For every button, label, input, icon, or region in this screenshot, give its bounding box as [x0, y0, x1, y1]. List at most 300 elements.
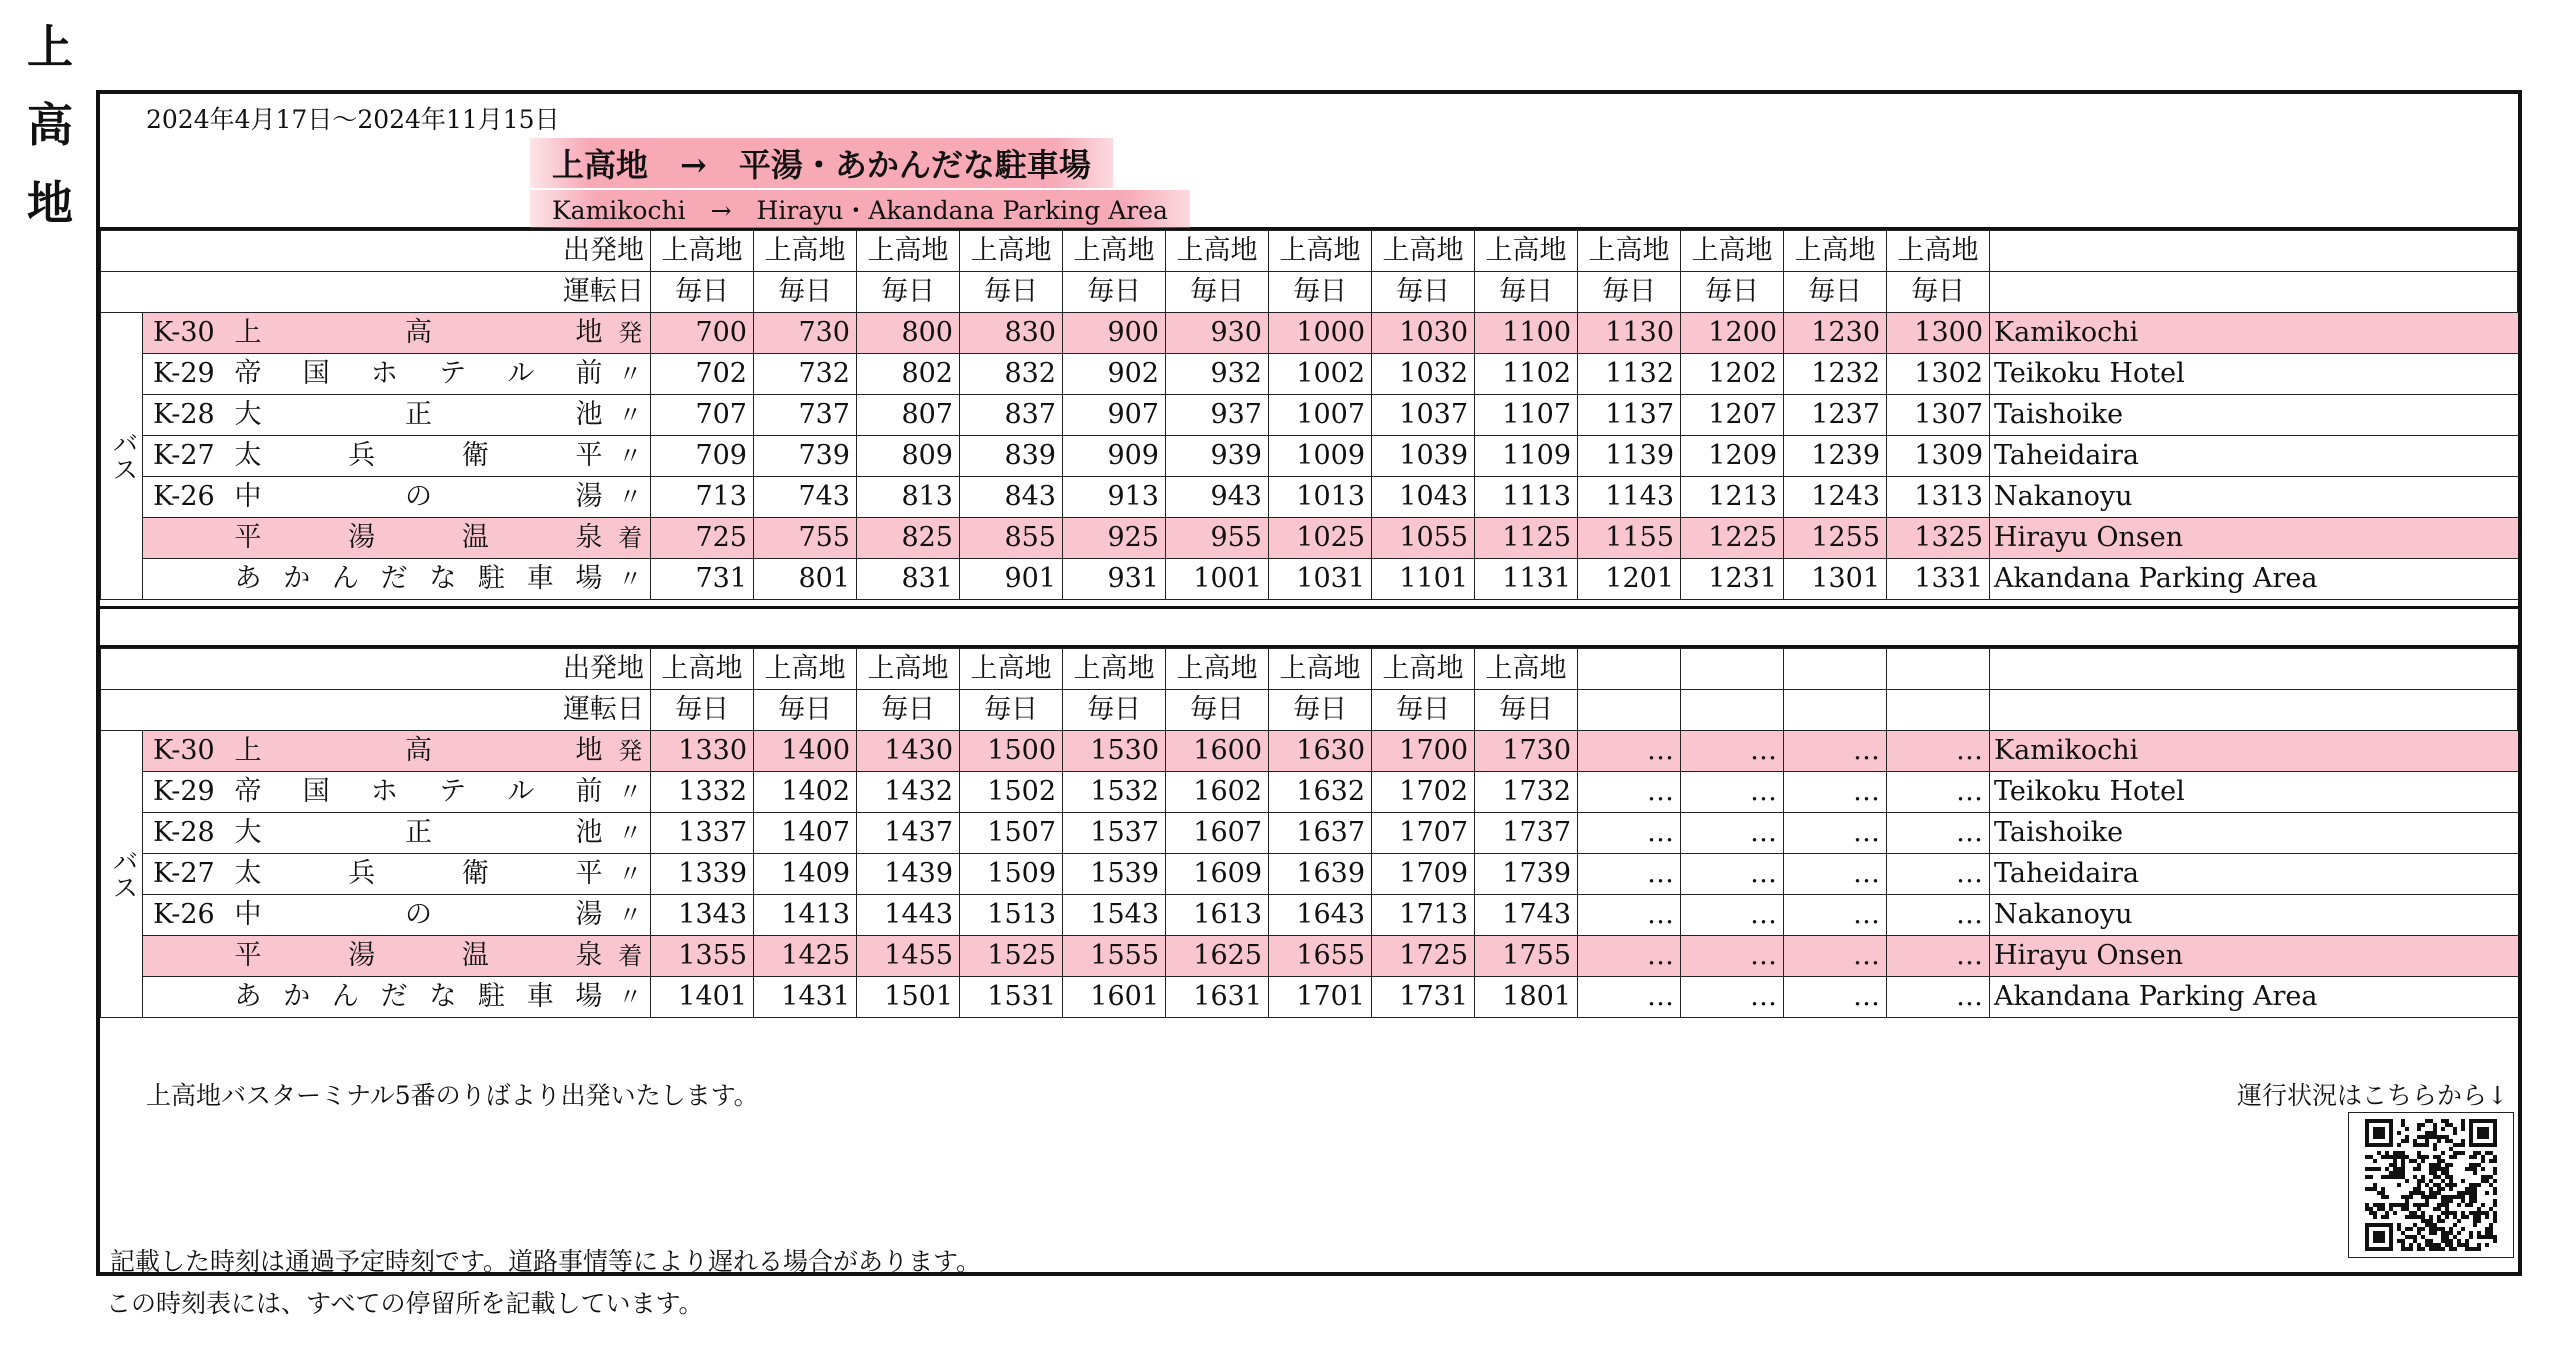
time-cell: 1737: [1475, 813, 1578, 854]
stop-name-char: ん: [331, 981, 359, 1012]
stop-name-char: 太: [234, 440, 262, 471]
time-cell: 700: [651, 313, 754, 354]
stop-name-char: な: [429, 981, 457, 1012]
stop-name-char: だ: [380, 981, 408, 1012]
stop-name-en: Kamikochi: [1990, 313, 2518, 354]
stop-row: [101, 731, 2518, 772]
departure-label: 出発地: [101, 649, 651, 690]
time-cell: 1325: [1887, 518, 1990, 559]
time-cell: 843: [960, 477, 1063, 518]
time-cell: 1143: [1578, 477, 1681, 518]
time-cell: …: [1784, 895, 1887, 936]
operating-days-cell: 毎日: [1372, 272, 1475, 313]
time-cell: 1537: [1063, 813, 1166, 854]
stop-name-char: な: [429, 563, 457, 594]
stop-name: [231, 936, 611, 977]
stop-name-char: 駐: [478, 563, 506, 594]
time-cell: …: [1681, 854, 1784, 895]
stop-name-char: ん: [331, 563, 359, 594]
time-cell: 1509: [960, 854, 1063, 895]
time-cell: 1425: [754, 936, 857, 977]
time-cell: 1130: [1578, 313, 1681, 354]
time-cell: 901: [960, 559, 1063, 600]
time-cell: 1755: [1475, 936, 1578, 977]
arrive-depart-mark: 着: [611, 518, 651, 559]
time-cell: …: [1887, 854, 1990, 895]
stop-name-en: Taishoike: [1990, 813, 2518, 854]
time-cell: 1013: [1269, 477, 1372, 518]
departure-cell: [1681, 649, 1784, 690]
stop-name-char: 車: [526, 981, 554, 1012]
time-cell: 1507: [960, 813, 1063, 854]
departure-cell: 上高地: [754, 649, 857, 690]
operating-days-cell: 毎日: [960, 690, 1063, 731]
time-cell: 1709: [1372, 854, 1475, 895]
time-cell: 837: [960, 395, 1063, 436]
time-cell: …: [1887, 936, 1990, 977]
stop-name-char: 地: [575, 317, 603, 348]
departure-cell: 上高地: [1887, 231, 1990, 272]
stop-name-en: Teikoku Hotel: [1990, 772, 2518, 813]
time-cell: 1209: [1681, 436, 1784, 477]
time-cell: 1739: [1475, 854, 1578, 895]
time-cell: 943: [1166, 477, 1269, 518]
stop-name-char: ホ: [370, 776, 398, 807]
time-cell: 802: [857, 354, 960, 395]
stop-name-char: 車: [526, 563, 554, 594]
time-cell: 707: [651, 395, 754, 436]
time-cell: 825: [857, 518, 960, 559]
time-cell: 1155: [1578, 518, 1681, 559]
stop-code: K-30: [143, 313, 231, 354]
departure-cell: 上高地: [1681, 231, 1784, 272]
departure-cell: 上高地: [754, 231, 857, 272]
stop-name-char: 湯: [575, 481, 603, 512]
arrive-depart-mark: 〃: [611, 559, 651, 600]
timetable-afternoon: [100, 648, 2518, 1018]
time-cell: 925: [1063, 518, 1166, 559]
stop-name-char: 太: [234, 858, 262, 889]
time-cell: …: [1887, 977, 1990, 1018]
operating-days-cell: 毎日: [857, 272, 960, 313]
time-cell: 1300: [1887, 313, 1990, 354]
departure-cell: 上高地: [651, 231, 754, 272]
stop-name-char: ホ: [370, 358, 398, 389]
date-range: 2024年4月17日～2024年11月15日: [146, 105, 560, 134]
time-cell: 1702: [1372, 772, 1475, 813]
stop-code: K-29: [143, 354, 231, 395]
departure-cell: 上高地: [1475, 231, 1578, 272]
stop-name-char: テ: [439, 776, 467, 807]
time-cell: 1213: [1681, 477, 1784, 518]
time-cell: 1731: [1372, 977, 1475, 1018]
operating-days-cell: 毎日: [1784, 272, 1887, 313]
stop-name: [231, 395, 611, 436]
time-cell: …: [1887, 813, 1990, 854]
operating-days-cell: 毎日: [1578, 272, 1681, 313]
stop-name-char: 平: [234, 522, 262, 553]
stop-name: [231, 895, 611, 936]
time-cell: 1002: [1269, 354, 1372, 395]
mode-label: バス: [101, 313, 143, 600]
operating-days-cell: 毎日: [1475, 690, 1578, 731]
time-cell: 1630: [1269, 731, 1372, 772]
stop-name-char: ル: [507, 358, 535, 389]
stop-code: K-29: [143, 772, 231, 813]
time-cell: 1530: [1063, 731, 1166, 772]
departure-row: [101, 649, 2518, 690]
time-cell: 1430: [857, 731, 960, 772]
time-cell: 1100: [1475, 313, 1578, 354]
time-cell: 839: [960, 436, 1063, 477]
departure-cell: 上高地: [1269, 649, 1372, 690]
operating-days-cell: 毎日: [754, 690, 857, 731]
arrive-depart-mark: 発: [611, 731, 651, 772]
stop-row: [101, 772, 2518, 813]
stop-name-char: 湯: [348, 522, 376, 553]
time-cell: 1637: [1269, 813, 1372, 854]
stop-code: K-26: [143, 895, 231, 936]
time-cell: 1701: [1269, 977, 1372, 1018]
departure-label: 出発地: [101, 231, 651, 272]
time-cell: 709: [651, 436, 754, 477]
operating-days-cell: 毎日: [960, 272, 1063, 313]
stop-name-en: Taheidaira: [1990, 854, 2518, 895]
time-cell: 1502: [960, 772, 1063, 813]
time-cell: 1500: [960, 731, 1063, 772]
operating-days-label: 運転日: [101, 272, 651, 313]
departure-cell: 上高地: [960, 649, 1063, 690]
stop-name-en: Akandana Parking Area: [1990, 977, 2518, 1018]
departure-cell: 上高地: [651, 649, 754, 690]
time-cell: …: [1578, 813, 1681, 854]
time-cell: 1613: [1166, 895, 1269, 936]
time-cell: 1439: [857, 854, 960, 895]
time-cell: 1307: [1887, 395, 1990, 436]
time-cell: 1501: [857, 977, 960, 1018]
stop-name-char: 湯: [348, 940, 376, 971]
side-title-char: 上: [27, 20, 73, 74]
time-cell: 907: [1063, 395, 1166, 436]
time-cell: 1231: [1681, 559, 1784, 600]
time-cell: …: [1681, 895, 1784, 936]
time-cell: 1025: [1269, 518, 1372, 559]
stop-name-en: Hirayu Onsen: [1990, 518, 2518, 559]
time-cell: 1532: [1063, 772, 1166, 813]
time-cell: 1139: [1578, 436, 1681, 477]
timetable-frame: [96, 90, 2522, 1276]
time-cell: 1413: [754, 895, 857, 936]
stop-code: K-28: [143, 813, 231, 854]
time-cell: 1137: [1578, 395, 1681, 436]
time-cell: …: [1681, 772, 1784, 813]
stop-name-char: 温: [461, 522, 489, 553]
time-cell: …: [1784, 936, 1887, 977]
time-cell: 1600: [1166, 731, 1269, 772]
time-cell: 743: [754, 477, 857, 518]
time-cell: 1009: [1269, 436, 1372, 477]
time-cell: 1401: [651, 977, 754, 1018]
stop-name-char: か: [283, 563, 311, 594]
operating-days-cell: 毎日: [1372, 690, 1475, 731]
departure-cell: 上高地: [1166, 231, 1269, 272]
stop-row: [101, 313, 2518, 354]
stop-row: [101, 559, 2518, 600]
operating-days-cell: 毎日: [1681, 272, 1784, 313]
time-cell: 1732: [1475, 772, 1578, 813]
status-link[interactable]: 運行状況はこちらから↓: [2237, 1081, 2508, 1110]
time-cell: …: [1784, 731, 1887, 772]
departure-cell: [1887, 649, 1990, 690]
time-cell: 1202: [1681, 354, 1784, 395]
stop-name-char: 上: [234, 317, 262, 348]
time-cell: 1107: [1475, 395, 1578, 436]
stop-name: [231, 313, 611, 354]
time-cell: 737: [754, 395, 857, 436]
stop-name-char: 泉: [575, 940, 603, 971]
stop-name-char: の: [405, 899, 432, 930]
stop-name-char: 平: [575, 440, 603, 471]
time-cell: 1700: [1372, 731, 1475, 772]
time-cell: 1725: [1372, 936, 1475, 977]
stop-name-char: 高: [405, 317, 432, 348]
stop-name-en: Nakanoyu: [1990, 477, 2518, 518]
time-cell: 1531: [960, 977, 1063, 1018]
time-cell: 1331: [1887, 559, 1990, 600]
terminal-note: 上高地バスターミナル5番のりばより出発いたします。: [146, 1081, 759, 1110]
departure-cell: 上高地: [960, 231, 1063, 272]
stop-name-char: 兵: [348, 440, 376, 471]
time-cell: 831: [857, 559, 960, 600]
arrive-depart-mark: 〃: [611, 977, 651, 1018]
stop-row: [101, 813, 2518, 854]
departure-cell: 上高地: [1166, 649, 1269, 690]
time-cell: …: [1578, 977, 1681, 1018]
all-stops-note: この時刻表には、すべての停留所を記載しています。: [106, 1289, 704, 1318]
time-cell: 1643: [1269, 895, 1372, 936]
arrive-depart-mark: 〃: [611, 477, 651, 518]
time-cell: 909: [1063, 436, 1166, 477]
timetable-morning: [100, 230, 2518, 600]
departure-cell: 上高地: [1784, 231, 1887, 272]
time-cell: 939: [1166, 436, 1269, 477]
stop-name: [231, 354, 611, 395]
time-cell: 900: [1063, 313, 1166, 354]
operating-days-cell: [1578, 690, 1681, 731]
time-cell: 1301: [1784, 559, 1887, 600]
delay-note: 記載した時刻は通過予定時刻です。道路事情等により遅れる場合があります。: [110, 1247, 982, 1276]
stop-name: [231, 436, 611, 477]
time-cell: 725: [651, 518, 754, 559]
time-cell: 1302: [1887, 354, 1990, 395]
stop-name-char: 平: [234, 940, 262, 971]
stop-name-char: あ: [234, 981, 262, 1012]
arrive-depart-mark: 〃: [611, 854, 651, 895]
stop-name-char: 上: [234, 735, 262, 766]
stop-code: [143, 936, 231, 977]
time-cell: …: [1784, 977, 1887, 1018]
time-cell: 913: [1063, 477, 1166, 518]
route-title-jp: 上高地 → 平湯・あかんだな駐車場: [530, 138, 1113, 188]
time-cell: 1309: [1887, 436, 1990, 477]
time-cell: 1525: [960, 936, 1063, 977]
stop-name-char: 前: [575, 776, 603, 807]
time-cell: 1113: [1475, 477, 1578, 518]
operating-days-cell: [1681, 690, 1784, 731]
operating-days-cell: 毎日: [1063, 690, 1166, 731]
time-cell: 809: [857, 436, 960, 477]
time-cell: 731: [651, 559, 754, 600]
time-cell: 1455: [857, 936, 960, 977]
stop-name-char: 正: [405, 399, 432, 430]
operating-days-cell: 毎日: [651, 690, 754, 731]
time-cell: …: [1578, 936, 1681, 977]
stop-name-en: Taheidaira: [1990, 436, 2518, 477]
time-cell: 1625: [1166, 936, 1269, 977]
time-cell: 930: [1166, 313, 1269, 354]
stop-name-char: 大: [234, 399, 262, 430]
time-cell: 1655: [1269, 936, 1372, 977]
time-cell: 732: [754, 354, 857, 395]
time-cell: 1432: [857, 772, 960, 813]
stop-name-en: Teikoku Hotel: [1990, 354, 2518, 395]
time-cell: 1037: [1372, 395, 1475, 436]
stop-name-en: Akandana Parking Area: [1990, 559, 2518, 600]
time-cell: 955: [1166, 518, 1269, 559]
stop-name-en: Kamikochi: [1990, 731, 2518, 772]
operating-days-cell: 毎日: [1269, 690, 1372, 731]
departure-cell: 上高地: [1063, 649, 1166, 690]
time-cell: 1431: [754, 977, 857, 1018]
time-cell: 1132: [1578, 354, 1681, 395]
stop-row: [101, 395, 2518, 436]
stop-name-char: 中: [234, 481, 262, 512]
stop-name-char: 泉: [575, 522, 603, 553]
stop-code: [143, 518, 231, 559]
side-title: [22, 8, 78, 242]
time-cell: 1255: [1784, 518, 1887, 559]
time-cell: 1200: [1681, 313, 1784, 354]
time-cell: 1443: [857, 895, 960, 936]
stop-name-char: 高: [405, 735, 432, 766]
time-cell: 1555: [1063, 936, 1166, 977]
time-cell: 1337: [651, 813, 754, 854]
time-cell: 1639: [1269, 854, 1372, 895]
time-cell: 1030: [1372, 313, 1475, 354]
departure-cell: [1578, 649, 1681, 690]
departure-cell: 上高地: [1372, 231, 1475, 272]
time-cell: 1407: [754, 813, 857, 854]
arrive-depart-mark: 発: [611, 313, 651, 354]
time-cell: 1730: [1475, 731, 1578, 772]
time-cell: 832: [960, 354, 1063, 395]
time-cell: …: [1887, 772, 1990, 813]
route-title-en: Kamikochi → Hirayu・Akandana Parking Area: [530, 190, 1190, 228]
stop-name-char: 平: [575, 858, 603, 889]
time-cell: 1437: [857, 813, 960, 854]
stop-name: [231, 477, 611, 518]
stop-code: K-27: [143, 436, 231, 477]
stop-row: [101, 354, 2518, 395]
stop-code: K-30: [143, 731, 231, 772]
stop-name-char: 国: [302, 776, 330, 807]
time-cell: 807: [857, 395, 960, 436]
departure-cell: 上高地: [857, 649, 960, 690]
stop-name-char: 池: [575, 399, 603, 430]
time-cell: 1043: [1372, 477, 1475, 518]
operating-days-cell: 毎日: [1063, 272, 1166, 313]
stop-name: [231, 813, 611, 854]
time-cell: 1239: [1784, 436, 1887, 477]
qr-code-icon[interactable]: [2348, 1112, 2514, 1258]
time-cell: 730: [754, 313, 857, 354]
time-cell: 1801: [1475, 977, 1578, 1018]
stop-code: K-28: [143, 395, 231, 436]
time-cell: 1343: [651, 895, 754, 936]
stop-name: [231, 518, 611, 559]
stop-name-en: Nakanoyu: [1990, 895, 2518, 936]
time-cell: …: [1681, 977, 1784, 1018]
stop-name-char: あ: [234, 563, 262, 594]
time-cell: 1102: [1475, 354, 1578, 395]
stop-name-char: 場: [575, 981, 603, 1012]
stop-name: [231, 559, 611, 600]
time-cell: 1007: [1269, 395, 1372, 436]
time-cell: 830: [960, 313, 1063, 354]
stop-name: [231, 731, 611, 772]
time-cell: 1743: [1475, 895, 1578, 936]
arrive-depart-mark: 〃: [611, 436, 651, 477]
operating-days-cell: 毎日: [1166, 690, 1269, 731]
time-cell: 1602: [1166, 772, 1269, 813]
time-cell: 1355: [651, 936, 754, 977]
time-cell: 1609: [1166, 854, 1269, 895]
time-cell: 1243: [1784, 477, 1887, 518]
time-cell: 1201: [1578, 559, 1681, 600]
time-cell: …: [1784, 854, 1887, 895]
timetable-header: [100, 94, 2518, 230]
time-cell: 1001: [1166, 559, 1269, 600]
time-cell: 813: [857, 477, 960, 518]
stop-name-char: 場: [575, 563, 603, 594]
departure-cell: 上高地: [1475, 649, 1578, 690]
stop-name: [231, 854, 611, 895]
time-cell: 801: [754, 559, 857, 600]
time-cell: 1631: [1166, 977, 1269, 1018]
time-cell: 1543: [1063, 895, 1166, 936]
departure-cell: 上高地: [1578, 231, 1681, 272]
time-cell: 1402: [754, 772, 857, 813]
time-cell: 1237: [1784, 395, 1887, 436]
time-cell: 1707: [1372, 813, 1475, 854]
stop-name-char: 帝: [234, 358, 262, 389]
time-cell: …: [1578, 895, 1681, 936]
operating-days-cell: 毎日: [1166, 272, 1269, 313]
time-cell: 755: [754, 518, 857, 559]
time-cell: 1131: [1475, 559, 1578, 600]
time-cell: 1101: [1372, 559, 1475, 600]
side-title-char: 地: [27, 176, 73, 230]
departure-cell: 上高地: [857, 231, 960, 272]
time-cell: 1207: [1681, 395, 1784, 436]
time-cell: 931: [1063, 559, 1166, 600]
time-cell: …: [1681, 936, 1784, 977]
time-cell: 1539: [1063, 854, 1166, 895]
operating-days-row: [101, 272, 2518, 313]
time-cell: …: [1578, 772, 1681, 813]
time-cell: 1032: [1372, 354, 1475, 395]
stop-code: K-27: [143, 854, 231, 895]
